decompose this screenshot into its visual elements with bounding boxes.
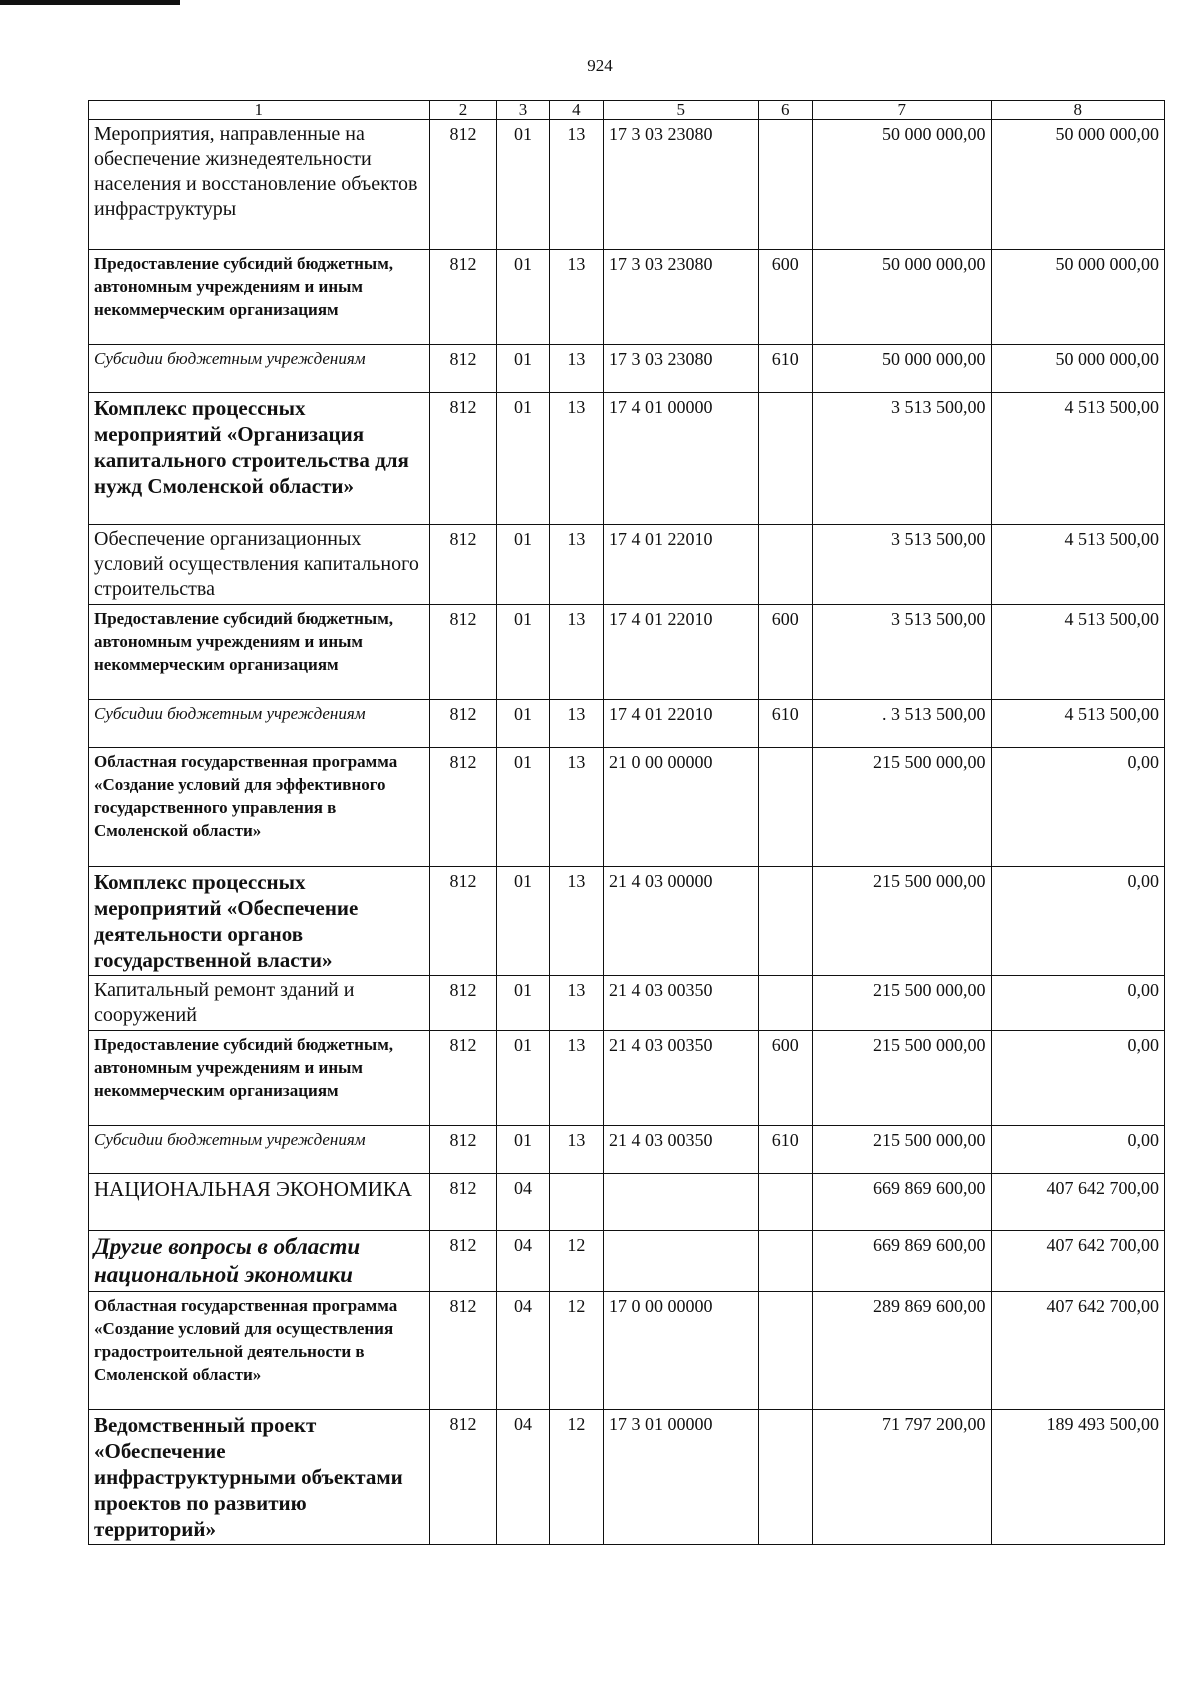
col2-cell: 812 <box>429 1174 497 1231</box>
col7-amount-cell: 71 797 200,00 <box>812 1410 991 1545</box>
table-row <box>89 748 1165 867</box>
col8-amount-cell: 50 000 000,00 <box>991 345 1164 393</box>
col3-cell: 04 <box>497 1410 549 1545</box>
col6-cell <box>758 120 812 250</box>
row-name-cell: Субсидии бюджетным учреждениям <box>89 1126 430 1174</box>
col2-cell: 812 <box>429 748 497 867</box>
top-rule <box>0 0 180 5</box>
col8-amount-cell: 4 513 500,00 <box>991 393 1164 525</box>
col7-amount-cell: 669 869 600,00 <box>812 1231 991 1292</box>
col5-cell: 17 3 03 23080 <box>603 250 758 345</box>
col7-amount-cell: . 3 513 500,00 <box>812 700 991 748</box>
col5-cell: 17 0 00 00000 <box>603 1292 758 1410</box>
table-row <box>89 605 1165 700</box>
table-row <box>89 1231 1165 1292</box>
column-header: 4 <box>549 101 603 120</box>
col7-amount-cell: 3 513 500,00 <box>812 605 991 700</box>
column-header: 7 <box>812 101 991 120</box>
col2-cell: 812 <box>429 605 497 700</box>
col4-cell: 13 <box>549 976 603 1031</box>
col4-cell: 13 <box>549 1031 603 1126</box>
col3-cell: 01 <box>497 250 549 345</box>
col5-cell: 21 4 03 00350 <box>603 1126 758 1174</box>
col2-cell: 812 <box>429 1292 497 1410</box>
col8-amount-cell: 4 513 500,00 <box>991 605 1164 700</box>
col3-cell: 04 <box>497 1231 549 1292</box>
header-row <box>89 101 1165 120</box>
row-name-cell: Обеспечение организационных условий осуществления капитального строительства <box>89 525 430 605</box>
col3-cell: 01 <box>497 976 549 1031</box>
row-name-cell: Мероприятия, направленные на обеспечение жизнедеятельности населения и восстановление объектов инфраструктуры <box>89 120 430 250</box>
budget-table <box>88 100 1165 1545</box>
col4-cell: 13 <box>549 393 603 525</box>
col4-cell: 13 <box>549 250 603 345</box>
col3-cell: 01 <box>497 748 549 867</box>
column-header: 5 <box>603 101 758 120</box>
column-header: 6 <box>758 101 812 120</box>
row-name-cell: Предоставление субсидий бюджетным, автономным учреждениям и иным некоммерческим организациям <box>89 250 430 345</box>
col8-amount-cell: 0,00 <box>991 867 1164 976</box>
col3-cell: 01 <box>497 525 549 605</box>
col2-cell: 812 <box>429 1031 497 1126</box>
column-header: 2 <box>429 101 497 120</box>
row-name-cell: НАЦИОНАЛЬНАЯ ЭКОНОМИКА <box>89 1174 430 1231</box>
col5-cell: 17 3 03 23080 <box>603 120 758 250</box>
col7-amount-cell: 669 869 600,00 <box>812 1174 991 1231</box>
col5-cell <box>603 1231 758 1292</box>
col6-cell <box>758 1231 812 1292</box>
row-name-cell: Областная государственная программа «Создание условий для осуществления градостроительной деятельности в Смоленской области» <box>89 1292 430 1410</box>
col3-cell: 01 <box>497 120 549 250</box>
col6-cell: 610 <box>758 345 812 393</box>
col6-cell: 610 <box>758 1126 812 1174</box>
col3-cell: 01 <box>497 700 549 748</box>
row-name-cell: Комплекс процессных мероприятий «Организация капитального строительства для нужд Смоленской области» <box>89 393 430 525</box>
col7-amount-cell: 215 500 000,00 <box>812 867 991 976</box>
page-number: 924 <box>587 56 613 75</box>
col2-cell: 812 <box>429 867 497 976</box>
col2-cell: 812 <box>429 345 497 393</box>
col3-cell: 01 <box>497 605 549 700</box>
col8-amount-cell: 0,00 <box>991 748 1164 867</box>
col5-cell: 17 3 01 00000 <box>603 1410 758 1545</box>
col6-cell <box>758 525 812 605</box>
col4-cell: 12 <box>549 1410 603 1545</box>
col5-cell: 17 4 01 22010 <box>603 605 758 700</box>
col3-cell: 01 <box>497 867 549 976</box>
col4-cell: 13 <box>549 120 603 250</box>
col7-amount-cell: 50 000 000,00 <box>812 250 991 345</box>
table-row <box>89 976 1165 1031</box>
table-row <box>89 250 1165 345</box>
row-name-cell: Предоставление субсидий бюджетным, автономным учреждениям и иным некоммерческим организациям <box>89 605 430 700</box>
col4-cell: 13 <box>549 345 603 393</box>
col3-cell: 01 <box>497 1031 549 1126</box>
col5-cell: 21 4 03 00000 <box>603 867 758 976</box>
col6-cell: 600 <box>758 250 812 345</box>
table-row <box>89 1174 1165 1231</box>
col2-cell: 812 <box>429 250 497 345</box>
row-name-cell: Предоставление субсидий бюджетным, автономным учреждениям и иным некоммерческим организациям <box>89 1031 430 1126</box>
row-name-cell: Другие вопросы в области национальной экономики <box>89 1231 430 1292</box>
col5-cell: 17 4 01 00000 <box>603 393 758 525</box>
col4-cell: 13 <box>549 1126 603 1174</box>
col5-cell <box>603 1174 758 1231</box>
col5-cell: 17 3 03 23080 <box>603 345 758 393</box>
table-row <box>89 700 1165 748</box>
table-row <box>89 120 1165 250</box>
col2-cell: 812 <box>429 120 497 250</box>
col3-cell: 01 <box>497 1126 549 1174</box>
col8-amount-cell: 407 642 700,00 <box>991 1231 1164 1292</box>
col3-cell: 04 <box>497 1292 549 1410</box>
col8-amount-cell: 50 000 000,00 <box>991 250 1164 345</box>
col8-amount-cell: 407 642 700,00 <box>991 1292 1164 1410</box>
row-name-cell: Субсидии бюджетным учреждениям <box>89 700 430 748</box>
table-row <box>89 345 1165 393</box>
col6-cell: 610 <box>758 700 812 748</box>
col2-cell: 812 <box>429 393 497 525</box>
col7-amount-cell: 3 513 500,00 <box>812 393 991 525</box>
col2-cell: 812 <box>429 1410 497 1545</box>
col8-amount-cell: 4 513 500,00 <box>991 700 1164 748</box>
row-name-cell: Областная государственная программа «Создание условий для эффективного государственного управления в Смоленской области» <box>89 748 430 867</box>
col8-amount-cell: 0,00 <box>991 1126 1164 1174</box>
row-name-cell: Комплекс процессных мероприятий «Обеспечение деятельности органов государственной власти» <box>89 867 430 976</box>
col8-amount-cell: 0,00 <box>991 1031 1164 1126</box>
col4-cell <box>549 1174 603 1231</box>
column-header: 1 <box>89 101 430 120</box>
col7-amount-cell: 215 500 000,00 <box>812 1126 991 1174</box>
col3-cell: 04 <box>497 1174 549 1231</box>
col7-amount-cell: 215 500 000,00 <box>812 976 991 1031</box>
col8-amount-cell: 4 513 500,00 <box>991 525 1164 605</box>
col6-cell: 600 <box>758 1031 812 1126</box>
col6-cell: 600 <box>758 605 812 700</box>
col8-amount-cell: 50 000 000,00 <box>991 120 1164 250</box>
col8-amount-cell: 189 493 500,00 <box>991 1410 1164 1545</box>
col4-cell: 13 <box>549 748 603 867</box>
col6-cell <box>758 748 812 867</box>
col5-cell: 17 4 01 22010 <box>603 700 758 748</box>
col2-cell: 812 <box>429 700 497 748</box>
col8-amount-cell: 407 642 700,00 <box>991 1174 1164 1231</box>
table-row <box>89 867 1165 976</box>
col3-cell: 01 <box>497 345 549 393</box>
col6-cell <box>758 1174 812 1231</box>
table-row <box>89 1292 1165 1410</box>
col2-cell: 812 <box>429 1126 497 1174</box>
row-name-cell: Субсидии бюджетным учреждениям <box>89 345 430 393</box>
col4-cell: 13 <box>549 700 603 748</box>
col4-cell: 13 <box>549 867 603 976</box>
col6-cell <box>758 393 812 525</box>
col2-cell: 812 <box>429 525 497 605</box>
col6-cell <box>758 867 812 976</box>
col4-cell: 13 <box>549 525 603 605</box>
table-row <box>89 1126 1165 1174</box>
column-header: 3 <box>497 101 549 120</box>
col2-cell: 812 <box>429 976 497 1031</box>
table-row <box>89 525 1165 605</box>
table-row <box>89 1410 1165 1545</box>
col7-amount-cell: 289 869 600,00 <box>812 1292 991 1410</box>
col7-amount-cell: 3 513 500,00 <box>812 525 991 605</box>
col6-cell <box>758 1292 812 1410</box>
col5-cell: 17 4 01 22010 <box>603 525 758 605</box>
row-name-cell: Капитальный ремонт зданий и сооружений <box>89 976 430 1031</box>
col4-cell: 12 <box>549 1292 603 1410</box>
table-row <box>89 1031 1165 1126</box>
col4-cell: 12 <box>549 1231 603 1292</box>
row-name-cell: Ведомственный проект «Обеспечение инфраструктурными объектами проектов по развитию территорий» <box>89 1410 430 1545</box>
col3-cell: 01 <box>497 393 549 525</box>
col4-cell: 13 <box>549 605 603 700</box>
col5-cell: 21 4 03 00350 <box>603 1031 758 1126</box>
col6-cell <box>758 976 812 1031</box>
col7-amount-cell: 50 000 000,00 <box>812 345 991 393</box>
col7-amount-cell: 50 000 000,00 <box>812 120 991 250</box>
col5-cell: 21 4 03 00350 <box>603 976 758 1031</box>
column-header: 8 <box>991 101 1164 120</box>
table-row <box>89 393 1165 525</box>
col7-amount-cell: 215 500 000,00 <box>812 748 991 867</box>
col7-amount-cell: 215 500 000,00 <box>812 1031 991 1126</box>
col2-cell: 812 <box>429 1231 497 1292</box>
col6-cell <box>758 1410 812 1545</box>
col5-cell: 21 0 00 00000 <box>603 748 758 867</box>
col8-amount-cell: 0,00 <box>991 976 1164 1031</box>
